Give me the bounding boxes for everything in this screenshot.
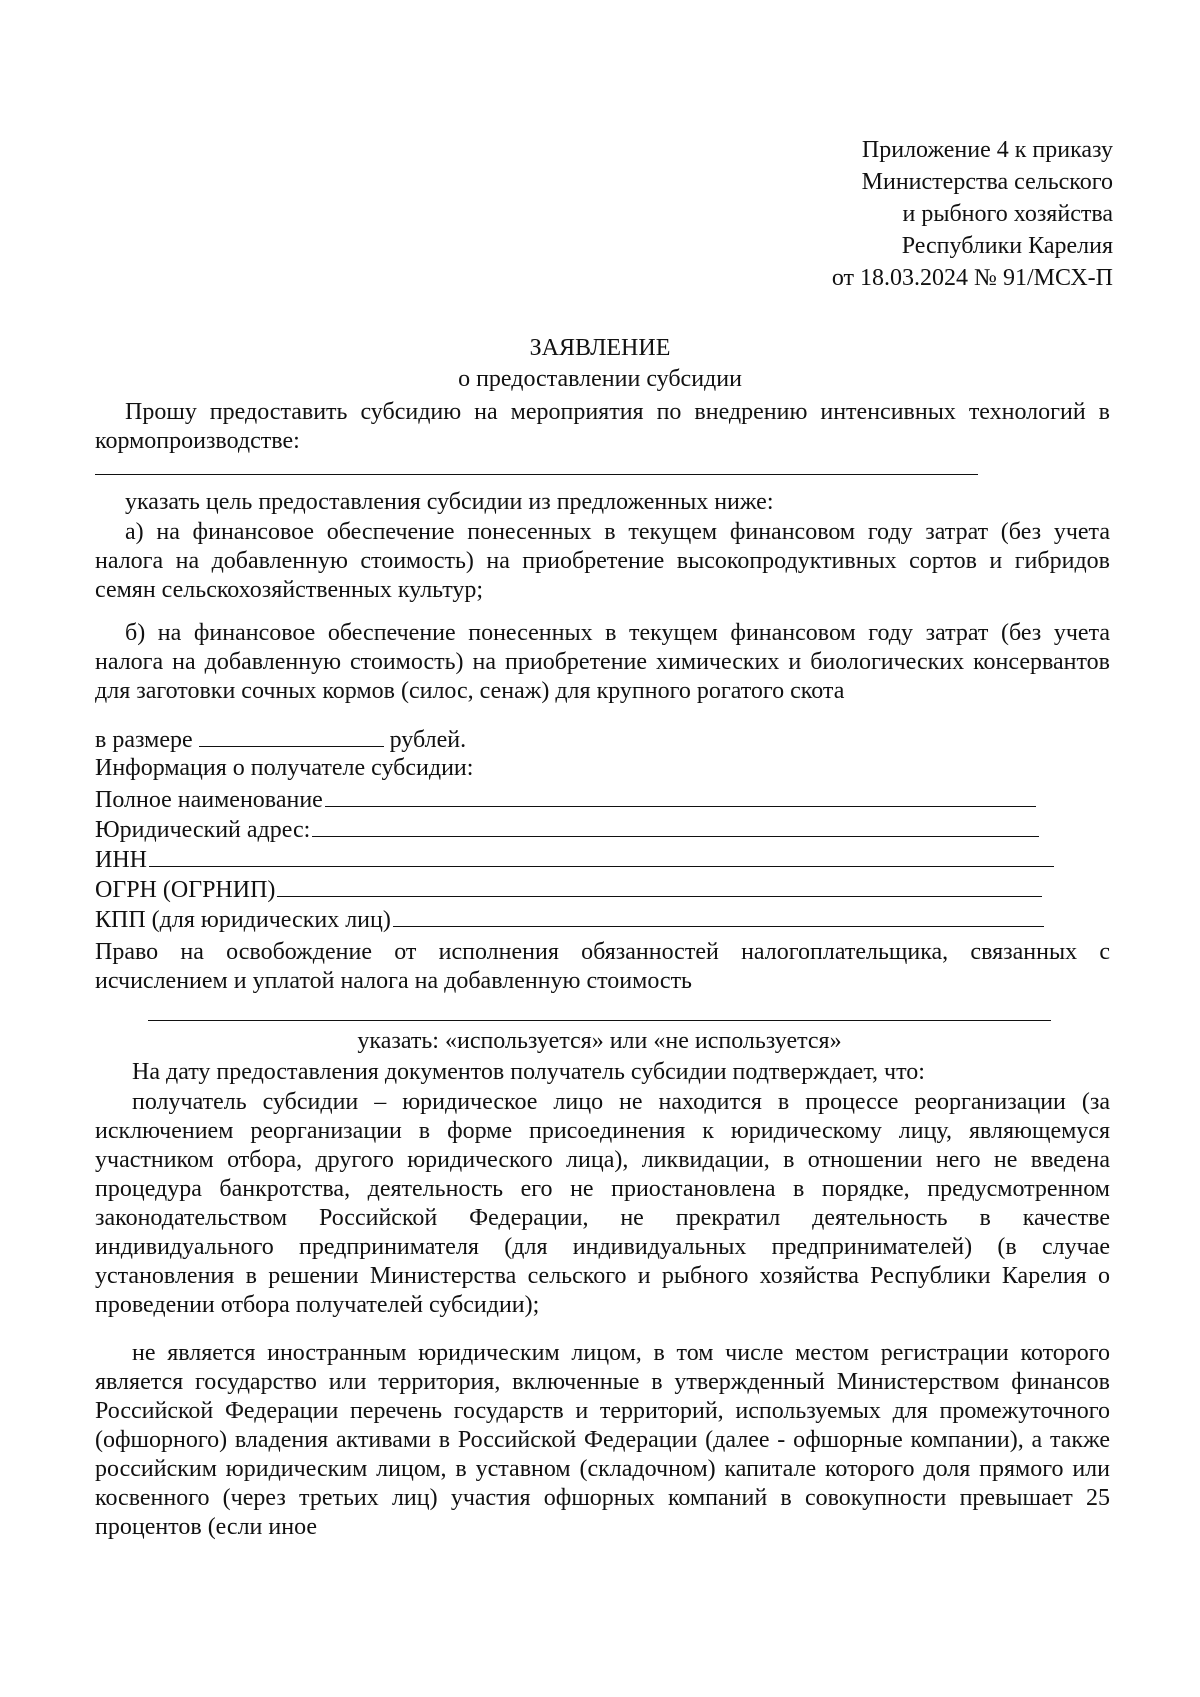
- vat-right-paragraph: Право на освобождение от исполнения обязанностей налогоплательщика, связанных с исчислением и уплатой налога на добавленную стоимость: [95, 939, 1110, 994]
- vat-hint: указать: «используется» или «не используется»: [357, 1028, 842, 1054]
- title-sub: о предоставлении субсидии: [458, 366, 742, 392]
- option-b: б) на финансовое обеспечение понесенных в текущем финансовом году затрат (без учета налога на добавленную стоимость) на приобретение химических и биологических консервантов для заготовки сочных кормов (силос, сенаж) для крупного рогатого скота: [95, 620, 1110, 704]
- title-main: ЗАЯВЛЕНИЕ: [529, 335, 671, 361]
- legal-address-row: [95, 814, 1110, 844]
- option-a: а) на финансовое обеспечение понесенных в текущем финансовом году затрат (без учета налога на добавленную стоимость) на приобретение высокопродуктивных сортов и гибридов семян сельскохозяйственных культур;: [95, 519, 1110, 603]
- legal-address-field[interactable]: [312, 814, 1039, 837]
- document-title: [0, 333, 1200, 395]
- kpp-row: [95, 904, 1110, 934]
- appendix-line: от 18.03.2024 № 91/МСХ-П: [831, 265, 1113, 291]
- vat-fill-line[interactable]: [148, 1020, 1051, 1021]
- kpp-field[interactable]: [393, 904, 1044, 927]
- inn-row: [95, 844, 1110, 874]
- request-paragraph: Прошу предоставить субсидию на мероприятия по внедрению интенсивных технологий в кормопроизводстве:: [95, 399, 1110, 454]
- full-name-label: Полное наименование: [95, 787, 323, 813]
- appendix-line: Министерства сельского: [861, 169, 1113, 195]
- appendix-line: Приложение 4 к приказу: [861, 137, 1113, 163]
- ogrn-field[interactable]: [277, 874, 1042, 897]
- full-name-row: [95, 784, 1110, 814]
- goal-fill-line[interactable]: [95, 474, 978, 475]
- recipient-heading: [95, 754, 1110, 784]
- amount-suffix: рублей.: [389, 727, 467, 753]
- ogrn-label: ОГРН (ОГРНИП): [95, 877, 276, 903]
- kpp-label: КПП (для юридических лиц): [95, 907, 391, 933]
- ogrn-row: [95, 874, 1110, 904]
- confirm-intro: На дату предоставления документов получатель субсидии подтверждает, что:: [132, 1059, 925, 1085]
- appendix-header: [832, 134, 1113, 294]
- appendix-line: и рыбного хозяйства: [902, 201, 1113, 227]
- inn-label: ИНН: [95, 847, 147, 873]
- confirm-item-1: получатель субсидии – юридическое лицо не находится в процессе реорганизации (за исключением реорганизации в форме присоединения к юридическому лицу, являющемуся участником отбора, другого юридического лица), ликвидации, в отношении него не введена процедура банкротства, деятельность его не приостановлена в порядке, предусмотренном законодательством Российской Федерации, не прекратил деятельность в качестве индивидуального предпринимателя (для индивидуальных предпринимателей) (в случае установления в решении Министерства сельского и рыбного хозяйства Республики Карелия о проведении отбора получателей субсидии);: [95, 1089, 1110, 1318]
- amount-prefix: в размере: [95, 727, 193, 753]
- legal-address-label: Юридический адрес:: [95, 817, 311, 843]
- appendix-line: Республики Карелия: [901, 233, 1113, 259]
- amount-input[interactable]: [199, 724, 384, 747]
- recipient-section: [95, 754, 1110, 934]
- goal-hint: указать цель предоставления субсидии из предложенных ниже:: [125, 489, 774, 515]
- recipient-heading-text: Информация о получателе субсидии:: [95, 755, 474, 781]
- confirm-item-2: не является иностранным юридическим лицом, в том числе местом регистрации которого является государство или территория, включенные в утвержденный Министерством финансов Российской Федерации перечень государств и территорий, используемых для промежуточного (офшорного) владения активами в Российской Федерации (далее - офшорные компании), а также российским юридическим лицом, в уставном (складочном) капитале которого доля прямого или косвенного (через третьих лиц) участия офшорных компаний в совокупности превышает 25 процентов (если иное: [95, 1340, 1110, 1540]
- inn-field[interactable]: [149, 844, 1054, 867]
- full-name-field[interactable]: [325, 784, 1036, 807]
- amount-row: [95, 724, 1110, 755]
